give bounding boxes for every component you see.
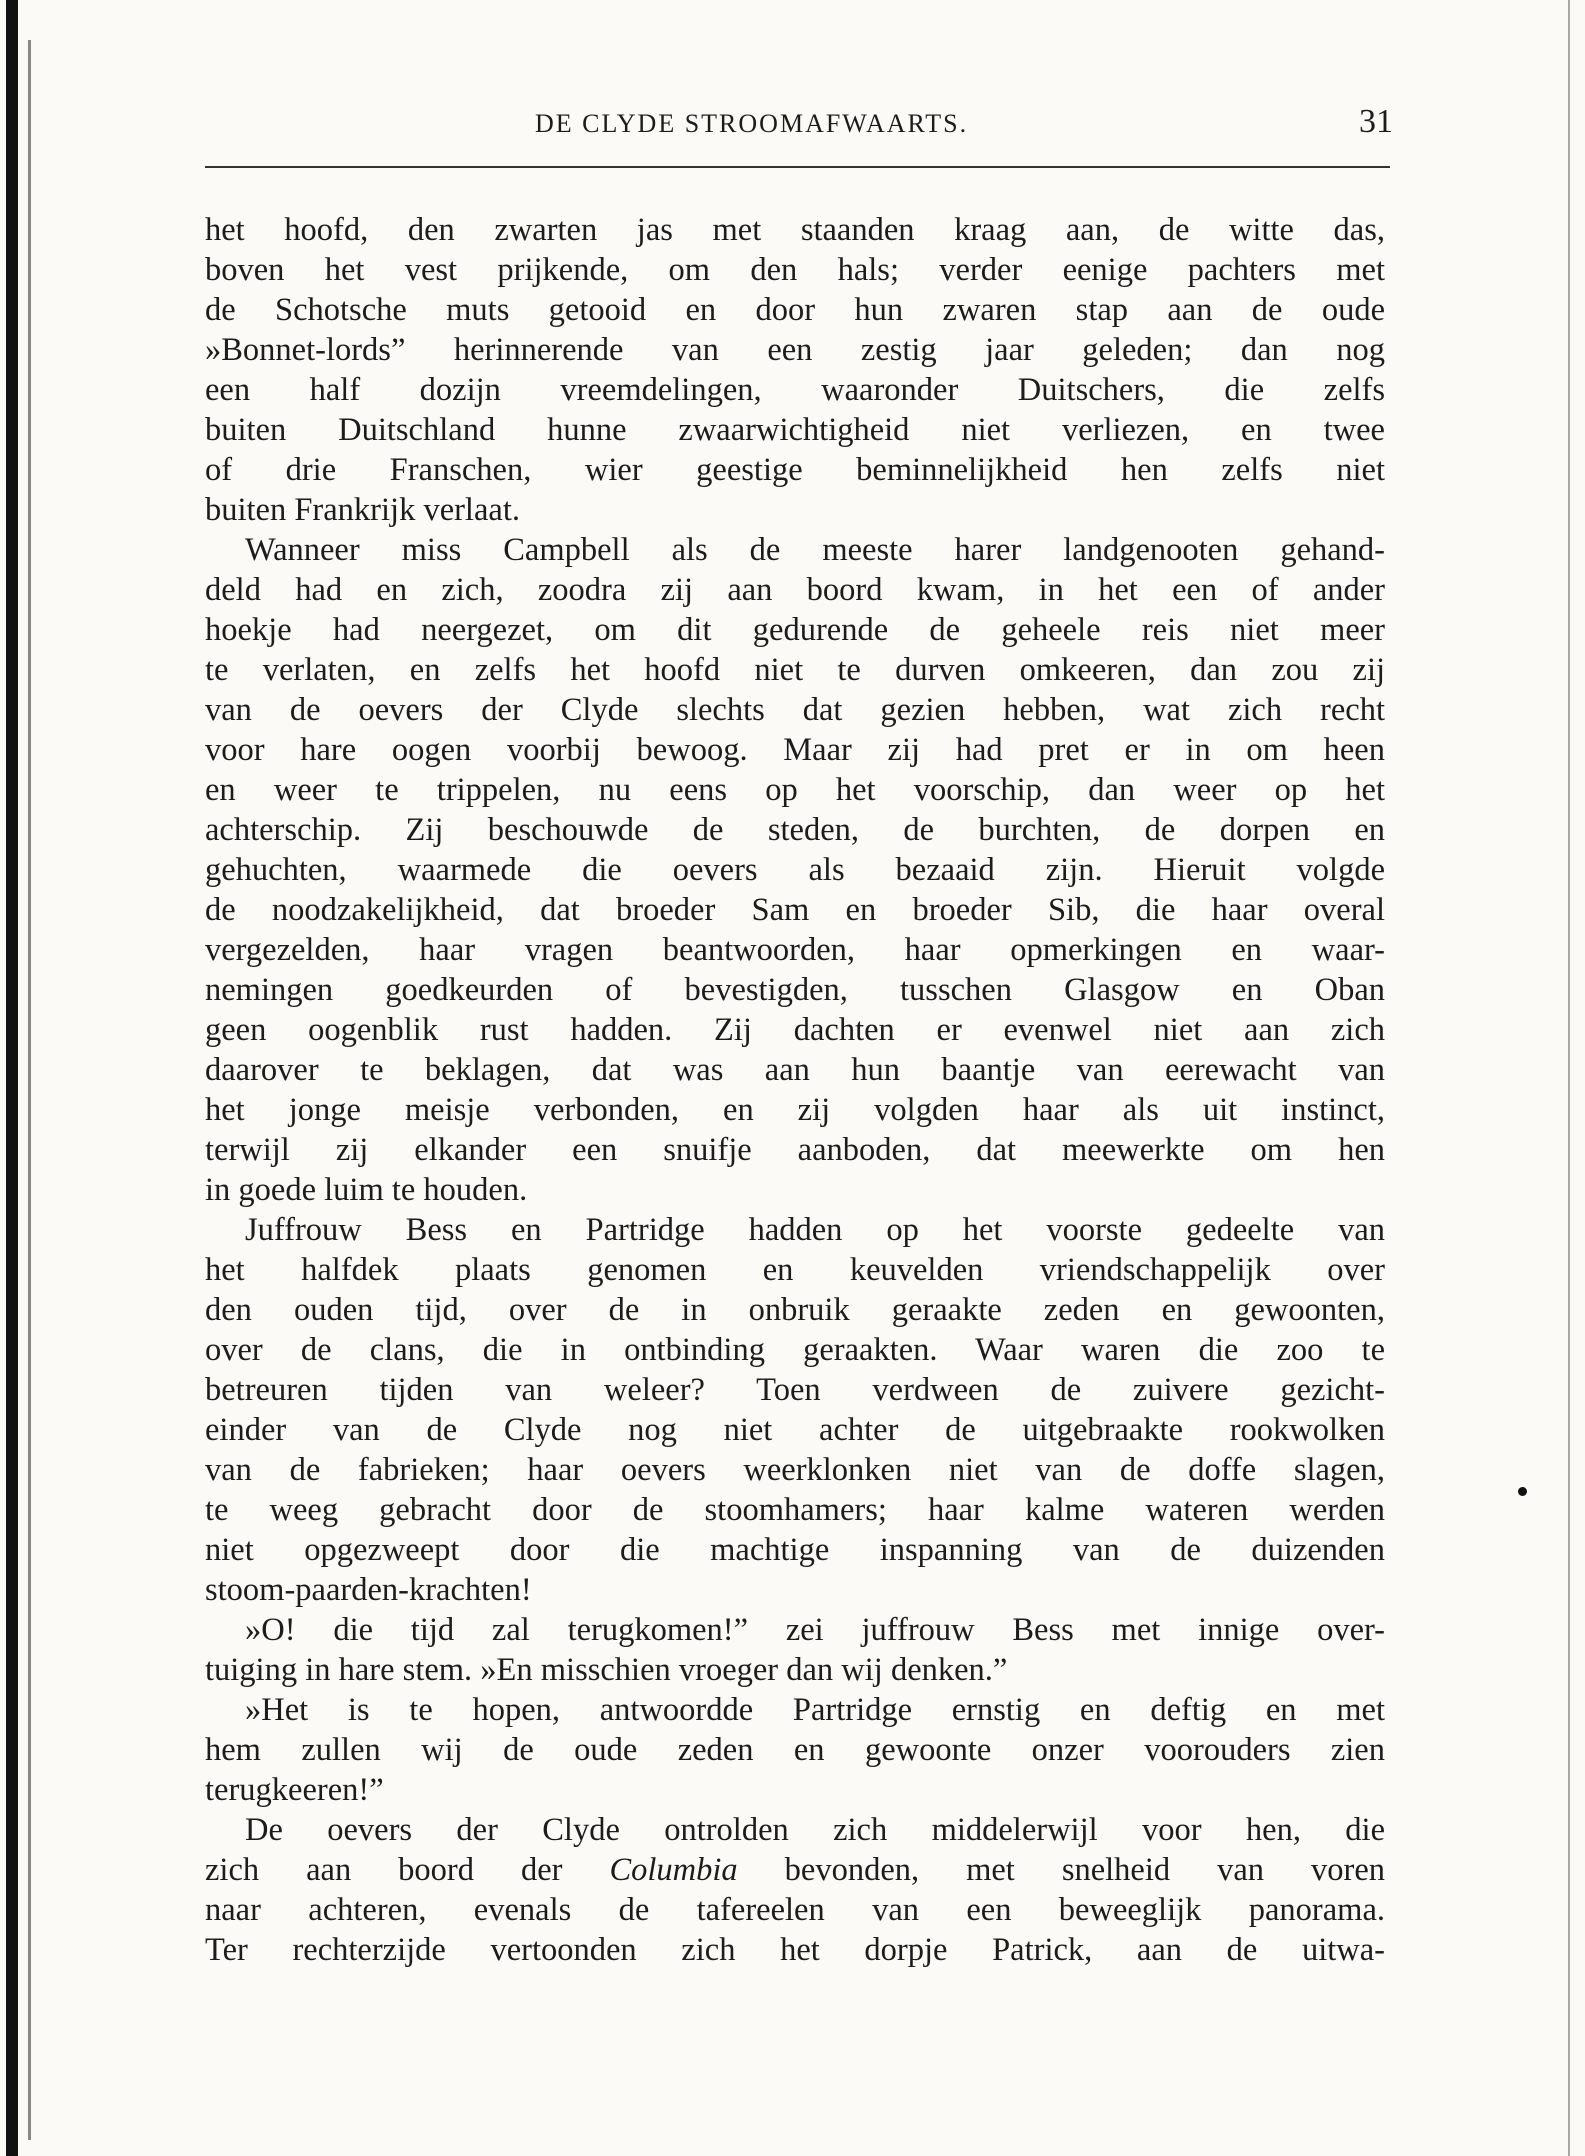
- ink-speck: [1518, 1487, 1527, 1496]
- text-line: het halfdek plaats genomen en keuvelden vriendschappelijk over: [205, 1252, 1385, 1288]
- text-line: naar achteren, evenals de tafereelen van een beweeglijk panorama.: [205, 1892, 1385, 1928]
- body-text: [205, 210, 1385, 1970]
- text-line: »Bonnet-lords” herinnerende van een zestig jaar geleden; dan nog: [205, 332, 1385, 368]
- text-line: te weeg gebracht door de stoomhamers; haar kalme wateren werden: [205, 1492, 1385, 1528]
- page-binding-shadow: [28, 40, 31, 2140]
- page-binding-edge: [6, 0, 18, 2156]
- text-line: of drie Franschen, wier geestige beminnelijkheid hen zelfs niet: [205, 452, 1385, 488]
- text-line: terugkeeren!”: [205, 1772, 384, 1808]
- text-line: terwijl zij elkander een snuifje aanboden, dat meewerkte om hen: [205, 1132, 1385, 1168]
- text-line: in goede luim te houden.: [205, 1172, 528, 1208]
- text-line: deld had en zich, zoodra zij aan boord kwam, in het een of ander: [205, 572, 1385, 608]
- header-rule: [205, 166, 1390, 168]
- text-line: »O! die tijd zal terugkomen!” zei juffrouw Bess met innige over-: [245, 1612, 1385, 1648]
- text-line: van de oevers der Clyde slechts dat gezien hebben, wat zich recht: [205, 692, 1385, 728]
- text-line: geen oogenblik rust hadden. Zij dachten er evenwel niet aan zich: [205, 1012, 1385, 1048]
- text-line: en weer te trippelen, nu eens op het voorschip, dan weer op het: [205, 772, 1385, 808]
- text-line: Ter rechterzijde vertoonden zich het dorpje Patrick, aan de uitwa-: [205, 1932, 1385, 1968]
- text-line: den ouden tijd, over de in onbruik geraakte zeden en gewoonten,: [205, 1292, 1385, 1328]
- text-line: niet opgezweept door die machtige inspanning van de duizenden: [205, 1532, 1385, 1568]
- text-line: boven het vest prijkende, om den hals; verder eenige pachters met: [205, 252, 1385, 288]
- text-line: buiten Frankrijk verlaat.: [205, 492, 520, 528]
- text-line: te verlaten, en zelfs het hoofd niet te durven omkeeren, dan zou zij: [205, 652, 1385, 688]
- text-line: het hoofd, den zwarten jas met staanden kraag aan, de witte das,: [205, 212, 1385, 248]
- text-line: hem zullen wij de oude zeden en gewoonte onzer voorouders zien: [205, 1732, 1385, 1768]
- text-line: buiten Duitschland hunne zwaarwichtigheid niet verliezen, en twee: [205, 412, 1385, 448]
- running-head: DE CLYDE STROOMAFWAARTS.: [535, 109, 969, 138]
- line-part: bevonden, met snelheid van voren: [784, 1852, 1385, 1888]
- text-line: van de fabrieken; haar oevers weerklonken niet van de doffe slagen,: [205, 1452, 1385, 1488]
- text-line: stoom-paarden-krachten!: [205, 1572, 532, 1608]
- text-line: De oevers der Clyde ontrolden zich middelerwijl voor hen, die: [245, 1812, 1385, 1848]
- text-line: een half dozijn vreemdelingen, waaronder Duitschers, die zelfs: [205, 372, 1385, 408]
- text-line: [205, 1850, 1385, 1890]
- text-line: hoekje had neergezet, om dit gedurende de geheele reis niet meer: [205, 612, 1385, 648]
- text-line: over de clans, die in ontbinding geraakten. Waar waren die zoo te: [205, 1332, 1385, 1368]
- text-line: daarover te beklagen, dat was aan hun baantje van eerewacht van: [205, 1052, 1385, 1088]
- text-line: tuiging in hare stem. »En misschien vroeger dan wij denken.”: [205, 1652, 1008, 1688]
- text-line: einder van de Clyde nog niet achter de uitgebraakte rookwolken: [205, 1412, 1385, 1448]
- ship-name: Columbia: [609, 1852, 738, 1888]
- page-header: [205, 103, 1395, 153]
- line-part: zich aan boord der: [205, 1852, 610, 1888]
- text-line: achterschip. Zij beschouwde de steden, de burchten, de dorpen en: [205, 812, 1385, 848]
- text-line: de noodzakelijkheid, dat broeder Sam en broeder Sib, die haar overal: [205, 892, 1385, 928]
- text-line: voor hare oogen voorbij bewoog. Maar zij had pret er in om heen: [205, 732, 1385, 768]
- text-line: gehuchten, waarmede die oevers als bezaaid zijn. Hieruit volgde: [205, 852, 1385, 888]
- text-line: Juffrouw Bess en Partridge hadden op het voorste gedeelte van: [245, 1212, 1385, 1248]
- text-line: nemingen goedkeurden of bevestigden, tusschen Glasgow en Oban: [205, 972, 1385, 1008]
- page-number: 31: [1359, 103, 1393, 140]
- text-line: Wanneer miss Campbell als de meeste harer landgenooten gehand-: [245, 532, 1385, 568]
- text-line: betreuren tijden van weleer? Toen verdween de zuivere gezicht-: [205, 1372, 1385, 1408]
- text-line: het jonge meisje verbonden, en zij volgden haar als uit instinct,: [205, 1092, 1385, 1128]
- page-right-edge: [1568, 0, 1570, 2156]
- text-line: de Schotsche muts getooid en door hun zwaren stap aan de oude: [205, 292, 1385, 328]
- text-line: vergezelden, haar vragen beantwoorden, haar opmerkingen en waar-: [205, 932, 1385, 968]
- text-line: »Het is te hopen, antwoordde Partridge ernstig en deftig en met: [245, 1692, 1385, 1728]
